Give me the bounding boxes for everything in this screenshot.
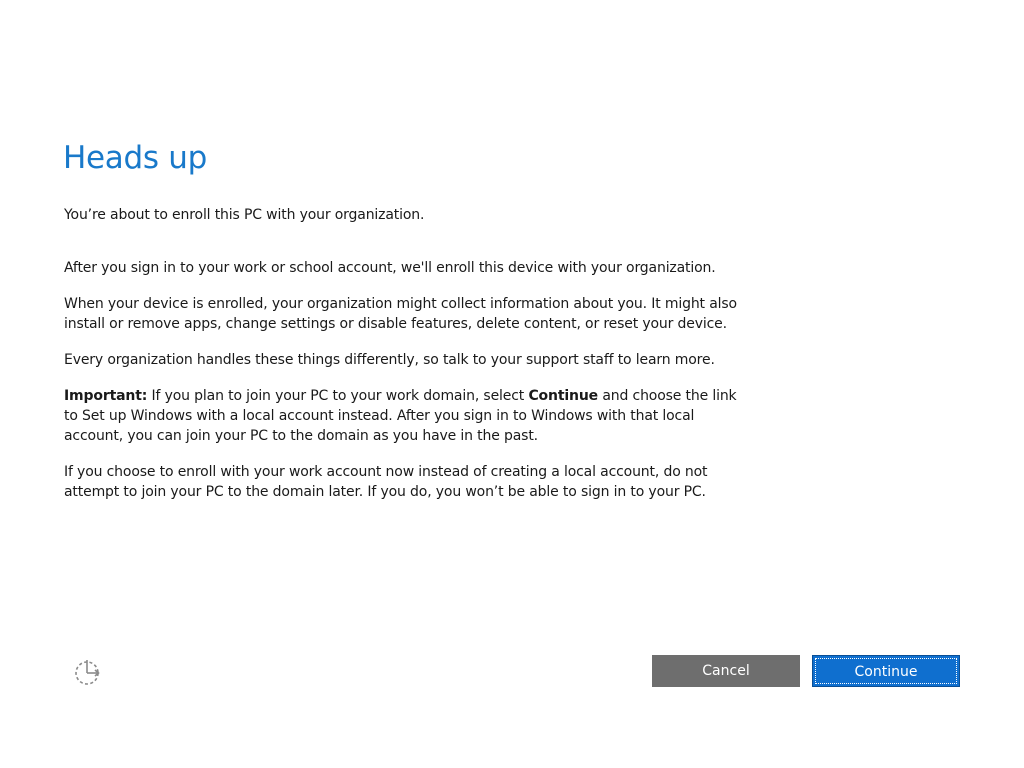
content-body: [64, 205, 744, 518]
important-text-1: If you plan to join your PC to your work domain, select: [147, 388, 529, 404]
cancel-button-label: Cancel: [702, 663, 750, 679]
cancel-button[interactable]: [652, 655, 800, 687]
important-text-2: and choose the link to Set up Windows with a local account instead. After you sign in to Windows with that local account, you can join your PC to the domain as you have in the past.: [64, 388, 737, 444]
paragraph-data-collection: When your device is enrolled, your organization might collect information about you. It might also install or remove apps, change settings or disable features, delete content, or reset your device.: [64, 296, 737, 332]
paragraph-warning: If you choose to enroll with your work account now instead of creating a local account, do not attempt to join your PC to the domain later. If you do, you won’t be able to sign in to your PC.: [64, 464, 708, 500]
page-title: Heads up: [63, 140, 207, 176]
ease-of-access-icon[interactable]: [73, 657, 103, 687]
paragraph-sign-in: After you sign in to your work or school account, we'll enroll this device with your organization.: [64, 260, 716, 276]
continue-button-label: Continue: [854, 664, 918, 680]
paragraph-important: [64, 386, 744, 446]
ease-of-access-glyph: [73, 657, 103, 687]
paragraph-support: Every organization handles these things differently, so talk to your support staff to learn more.: [64, 352, 715, 368]
continue-button[interactable]: [812, 655, 960, 687]
intro-text: You’re about to enroll this PC with your organization.: [64, 207, 425, 223]
important-label: Important:: [64, 388, 148, 404]
important-continue-word: Continue: [528, 388, 599, 404]
